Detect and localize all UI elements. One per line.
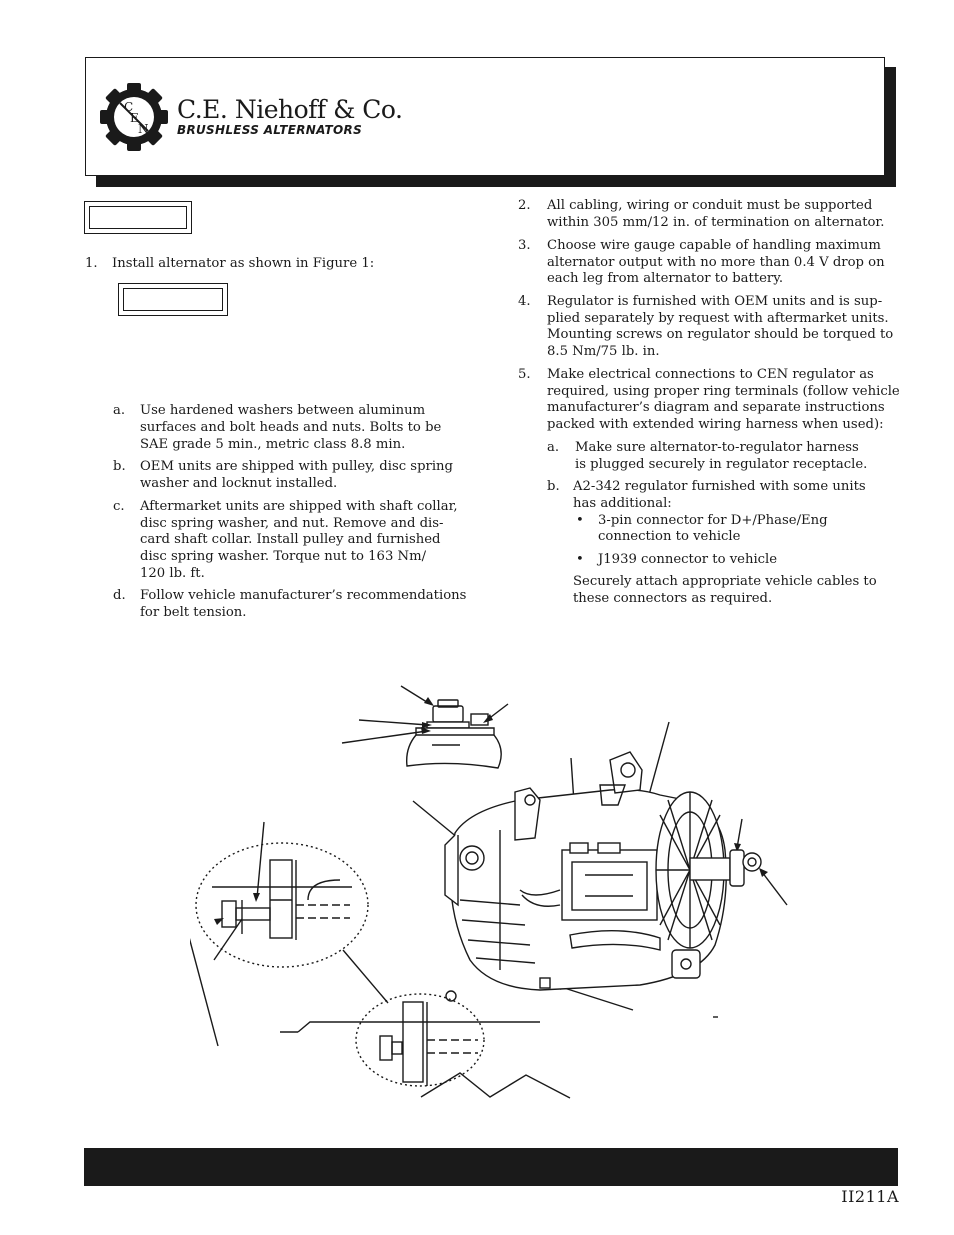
item-d-line-2: for belt tension.: [140, 605, 247, 620]
company-name: C.E. Niehoff & Co.: [177, 95, 403, 124]
company-tagline: BRUSHLESS ALTERNATORS: [177, 123, 363, 137]
alternator-body: [445, 752, 761, 990]
item-c-line-3: card shaft collar. Install pulley and furnished: [140, 532, 441, 547]
closing-line-2: these connectors as required.: [573, 591, 773, 606]
item-c-line-4: disc spring washer. Torque nut to 163 Nm/: [140, 549, 427, 564]
item-a-line-2: surfaces and bolt heads and nuts. Bolts to be: [140, 420, 442, 435]
step-4-line-2: plied separately by request with aftermarket units.: [547, 311, 889, 326]
bullet-1-line-2: connection to vehicle: [598, 529, 741, 544]
logo-letter-n: N: [138, 122, 149, 136]
step-4-line-1: Regulator is furnished with OEM units and is sup-: [547, 294, 883, 309]
item-b-line-2: washer and locknut installed.: [140, 476, 338, 491]
bullet-2-symbol: •: [576, 552, 584, 567]
alternator-installation-figure: [190, 675, 810, 1115]
bullet-1-symbol: •: [576, 513, 584, 528]
section-label-box: [84, 201, 192, 234]
mount-detail-lower: [280, 991, 570, 1098]
step-5-line-4: packed with extended wiring harness when used):: [547, 417, 884, 432]
item-a-letter: a.: [113, 403, 126, 418]
item-b-letter: b.: [113, 459, 126, 474]
step-3-line-3: each leg from alternator to battery.: [547, 271, 784, 286]
logo-letter-e: E: [130, 111, 139, 125]
item-b-line-1: OEM units are shipped with pulley, disc spring: [140, 459, 453, 474]
sub-a-line-1: Make sure alternator-to-regulator harness: [575, 440, 859, 455]
company-logo: [98, 81, 170, 153]
step-3-line-2: alternator output with no more than 0.4 V drop on: [547, 255, 885, 270]
item-a-line-3: SAE grade 5 min., metric class 8.8 min.: [140, 437, 406, 452]
document-number: II211A: [841, 1187, 899, 1206]
step-4-line-3: Mounting screws on regulator should be torqued to: [547, 327, 894, 342]
figure-label-box: [118, 283, 228, 316]
bullet-1-line-1: 3-pin connector for D+/Phase/Eng: [598, 513, 828, 528]
step-2-line-1: All cabling, wiring or conduit must be supported: [547, 198, 873, 213]
step-5-number: 5.: [518, 367, 531, 382]
terminal-detail: [407, 700, 502, 768]
bullet-2-line-1: J1939 connector to vehicle: [598, 552, 778, 567]
sub-a-line-2: is plugged securely in regulator receptacle.: [575, 457, 868, 472]
step-1-number: 1.: [85, 256, 98, 271]
step-2-number: 2.: [518, 198, 531, 213]
item-c-letter: c.: [113, 499, 125, 514]
sub-b-line-1: A2-342 regulator furnished with some units: [573, 479, 866, 494]
step-5-line-1: Make electrical connections to CEN regulator as: [547, 367, 874, 382]
step-3-number: 3.: [518, 238, 531, 253]
item-a-line-1: Use hardened washers between aluminum: [140, 403, 426, 418]
step-4-number: 4.: [518, 294, 531, 309]
step-4-line-4: 8.5 Nm/75 lb. in.: [547, 344, 660, 359]
logo-letter-c: C: [124, 100, 134, 114]
step-1-text: Install alternator as shown in Figure 1:: [112, 256, 375, 271]
item-c-line-5: 120 lb. ft.: [140, 566, 205, 581]
sub-b-line-2: has additional:: [573, 496, 672, 511]
item-d-letter: d.: [113, 588, 126, 603]
step-3-line-1: Choose wire gauge capable of handling maximum: [547, 238, 881, 253]
item-c-line-2: disc spring washer, and nut. Remove and dis-: [140, 516, 444, 531]
step-5-line-3: manufacturer’s diagram and separate instructions: [547, 400, 885, 415]
step-5-line-2: required, using proper ring terminals (follow vehicle: [547, 384, 900, 399]
item-c-line-1: Aftermarket units are shipped with shaft collar,: [140, 499, 458, 514]
sub-a-letter: a.: [547, 440, 560, 455]
closing-line-1: Securely attach appropriate vehicle cables to: [573, 574, 877, 589]
item-d-line-1: Follow vehicle manufacturer’s recommendations: [140, 588, 467, 603]
step-2-line-2: within 305 mm/12 in. of termination on alternator.: [547, 215, 885, 230]
sub-b-letter: b.: [547, 479, 560, 494]
footer-bar: [84, 1148, 898, 1186]
